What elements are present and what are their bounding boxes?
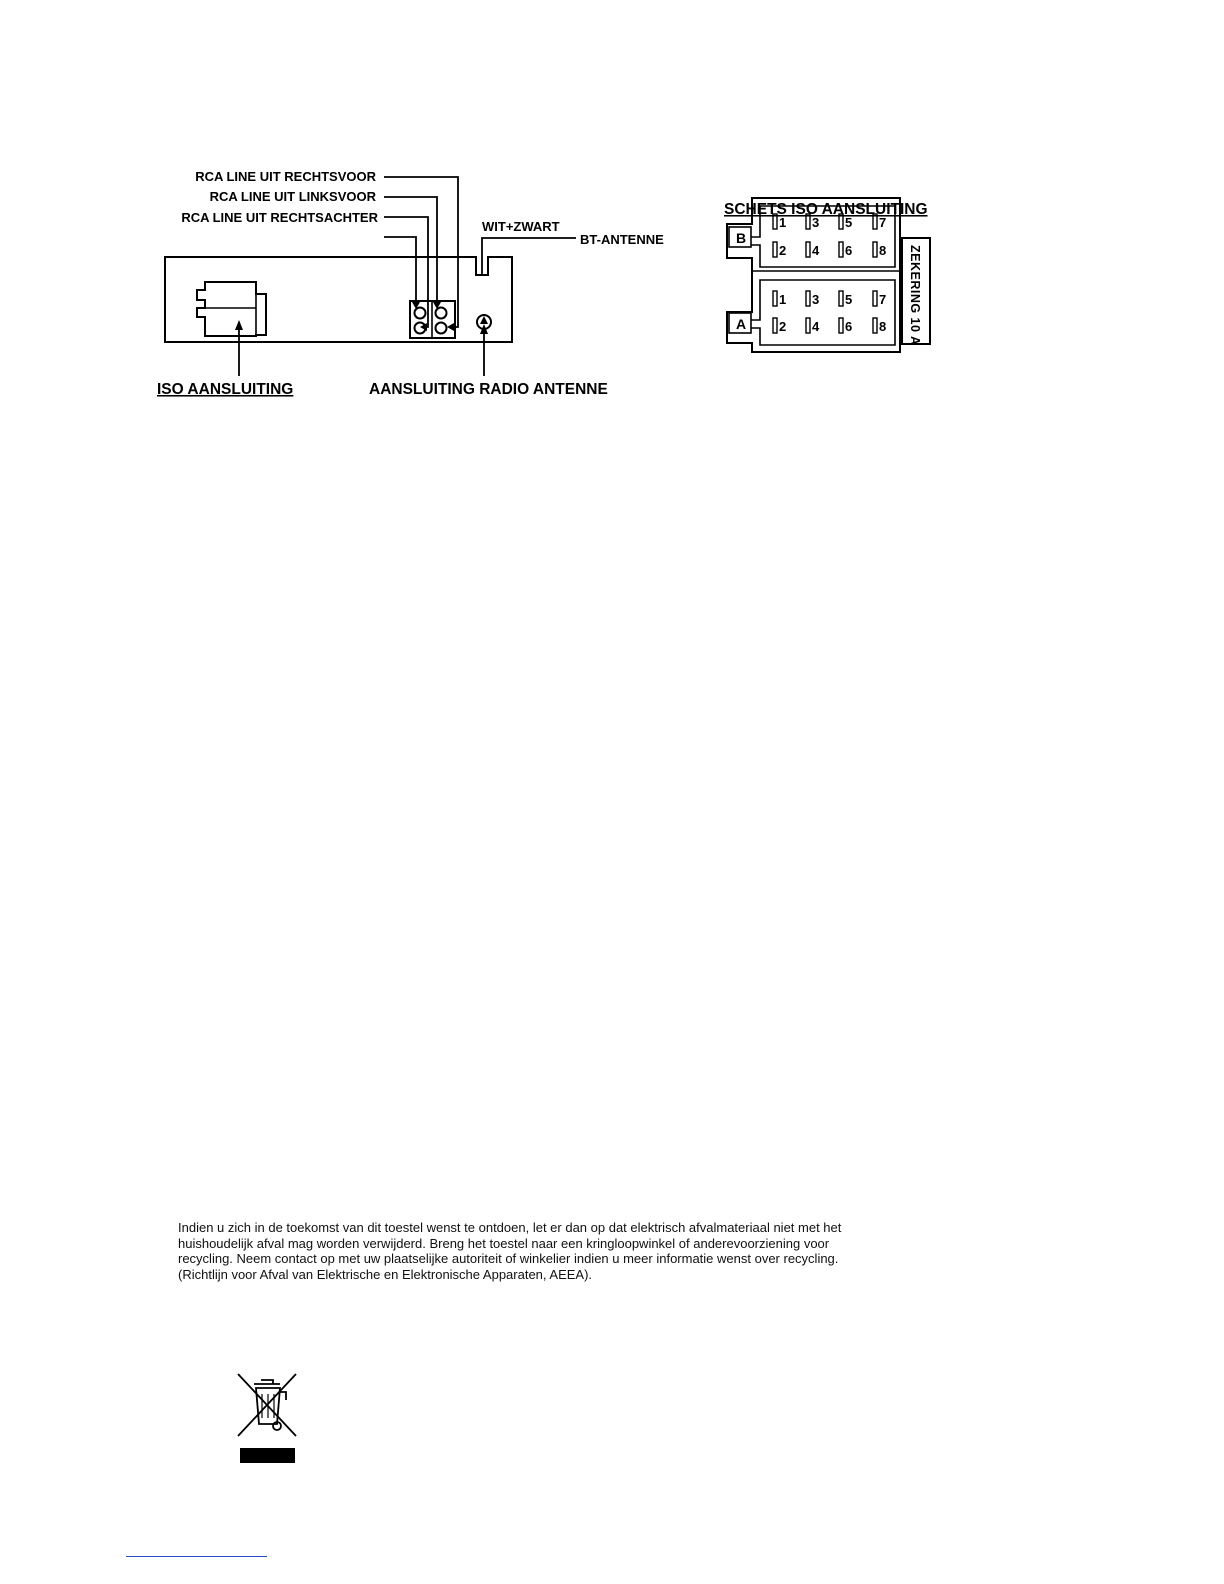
pin-label: 5 xyxy=(845,215,853,230)
connector-a-letter: A xyxy=(736,316,747,332)
pin-label: 6 xyxy=(845,243,853,258)
pin-label: 5 xyxy=(845,292,853,307)
label-rca-right-front: RCA LINE UIT RECHTSVOOR xyxy=(195,169,376,184)
pin-label: 3 xyxy=(812,292,820,307)
pin-label: 8 xyxy=(879,319,887,334)
label-bt-antenna: BT-ANTENNE xyxy=(580,232,664,247)
footer-rule xyxy=(126,1556,267,1557)
caption-radio-antenna-connection: AANSLUITING RADIO ANTENNE xyxy=(369,381,608,398)
pin-label: 2 xyxy=(779,243,787,258)
notice-line: huishoudelijk afval mag worden verwijderd. Breng het toestel naar een kringloopwinkel of anderevoorziening voor xyxy=(178,1235,830,1251)
pin-label: 1 xyxy=(779,215,787,230)
notice-line: recycling. Neem contact op met uw plaatselijke autoriteit of winkelier indien u meer informatie wenst over recycling. xyxy=(178,1251,839,1266)
pin-label: 1 xyxy=(779,292,787,307)
pin-label: 2 xyxy=(779,319,787,334)
fuse-label: ZEKERING 10 A xyxy=(908,245,922,346)
pin-label: 7 xyxy=(879,215,887,230)
iso-schematic xyxy=(700,180,1000,410)
pin-label: 4 xyxy=(812,243,820,258)
pin-label: 4 xyxy=(812,319,820,334)
connector-b-letter: B xyxy=(736,230,747,246)
notice-line: (Richtlijn voor Afval van Elektrische en Elektronische Apparaten, AEEA). xyxy=(178,1266,593,1282)
pin-label: 8 xyxy=(879,243,887,258)
caption-iso-schematic: SCHETS ISO AANSLUITING xyxy=(724,201,928,218)
label-rca-left-front: RCA LINE UIT LINKSVOOR xyxy=(209,189,376,204)
wiring-diagram xyxy=(0,0,700,420)
pin-label: 6 xyxy=(845,319,853,334)
recycling-notice xyxy=(178,1220,898,1282)
label-rca-right-rear: RCA LINE UIT RECHTSACHTER xyxy=(181,210,378,225)
notice-line: Indien u zich in de toekomst van dit toestel wenst te ontdoen, let er dan op dat elektrisch afvalmateriaal niet met het xyxy=(178,1220,842,1235)
crossed-out-wheelie-bin-icon xyxy=(234,1370,300,1466)
pin-label: 7 xyxy=(879,292,887,307)
label-white-black: WIT+ZWART xyxy=(482,219,560,234)
caption-iso-connection: ISO AANSLUITING xyxy=(157,381,294,398)
pin-label: 3 xyxy=(812,215,820,230)
